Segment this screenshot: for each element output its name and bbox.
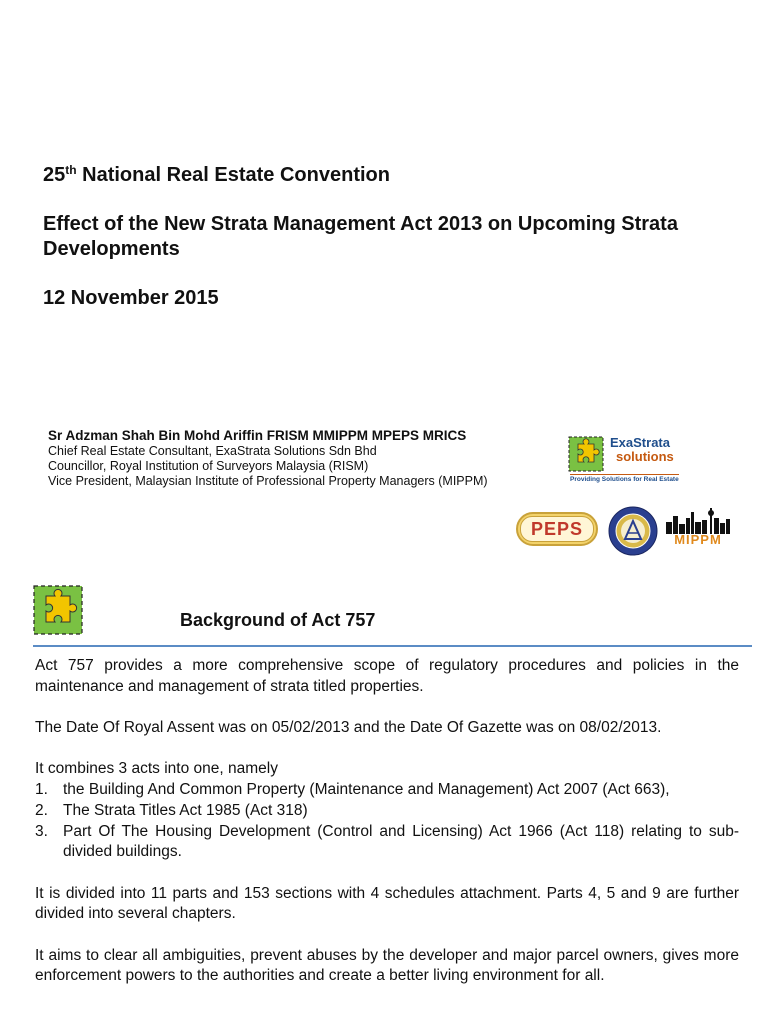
title-block — [43, 163, 723, 311]
convention-number: 25 — [43, 164, 66, 186]
paper-title: Effect of the New Strata Management Act 2013 on Upcoming Strata Developments — [43, 213, 678, 260]
exastrata-sub: solutions — [616, 449, 674, 464]
rism-seal-icon — [608, 506, 658, 556]
list-item — [35, 780, 739, 801]
section-divider — [33, 645, 752, 647]
exastrata-name: ExaStrata — [610, 435, 670, 450]
peps-text: PEPS — [520, 516, 594, 542]
exastrata-puzzle-icon — [568, 436, 604, 472]
author-role: Chief Real Estate Consultant, ExaStrata Solutions Sdn Bhd — [48, 444, 377, 458]
paragraph: It is divided into 11 parts and 153 sections with 4 schedules attachment. Parts 4, 5 and 9 are further divided into several chapters. — [35, 884, 739, 923]
paragraph: The Date Of Royal Assent was on 05/02/2013 and the Date Of Gazette was on 08/02/2013. — [35, 719, 662, 737]
author-role: Councillor, Royal Institution of Surveyors Malaysia (RISM) — [48, 459, 369, 473]
list-item — [35, 822, 739, 863]
body-text — [35, 656, 739, 987]
exastrata-logo — [568, 436, 688, 484]
list-text: the Building And Common Property (Maintenance and Management) Act 2007 (Act 663), — [63, 781, 670, 799]
list-number: 2. — [35, 801, 48, 819]
author-role: Vice President, Malaysian Institute of Professional Property Managers (MIPPM) — [48, 474, 488, 488]
presentation-date: 12 November 2015 — [43, 287, 219, 309]
list-text: The Strata Titles Act 1985 (Act 318) — [63, 801, 308, 819]
convention-ordinal: th — [65, 163, 77, 177]
puzzle-icon — [33, 585, 83, 635]
list-intro: It combines 3 acts into one, namely — [35, 760, 278, 778]
list-number: 3. — [35, 822, 48, 840]
list-item — [35, 801, 739, 822]
convention-title: National Real Estate Convention — [82, 164, 390, 186]
convention-heading — [43, 163, 723, 188]
list-text: Part Of The Housing Development (Control and Licensing) Act 1966 (Act 118) relating to sub-divided buildings. — [63, 822, 739, 861]
author-block — [48, 427, 528, 489]
mippm-skyline-icon — [664, 504, 732, 534]
exastrata-tagline: Providing Solutions for Real Estate — [570, 476, 679, 483]
author-name: Sr Adzman Shah Bin Mohd Ariffin FRISM MMIPPM MPEPS MRICS — [48, 428, 467, 443]
paragraph: Act 757 provides a more comprehensive scope of regulatory procedures and policies in the maintenance and management of strata titled properties. — [35, 657, 739, 695]
list-number: 1. — [35, 781, 48, 799]
exastrata-wordmark — [610, 436, 674, 464]
section-title: Background of Act 757 — [180, 610, 376, 630]
peps-logo — [516, 512, 598, 546]
mippm-text: MIPPM — [674, 532, 722, 547]
acts-list — [35, 780, 739, 863]
mippm-logo — [664, 504, 732, 552]
paragraph: It aims to clear all ambiguities, prevent abuses by the developer and major parcel owners, gives more enforcement powers to the authorities and create a better living environment for all. — [35, 946, 739, 985]
